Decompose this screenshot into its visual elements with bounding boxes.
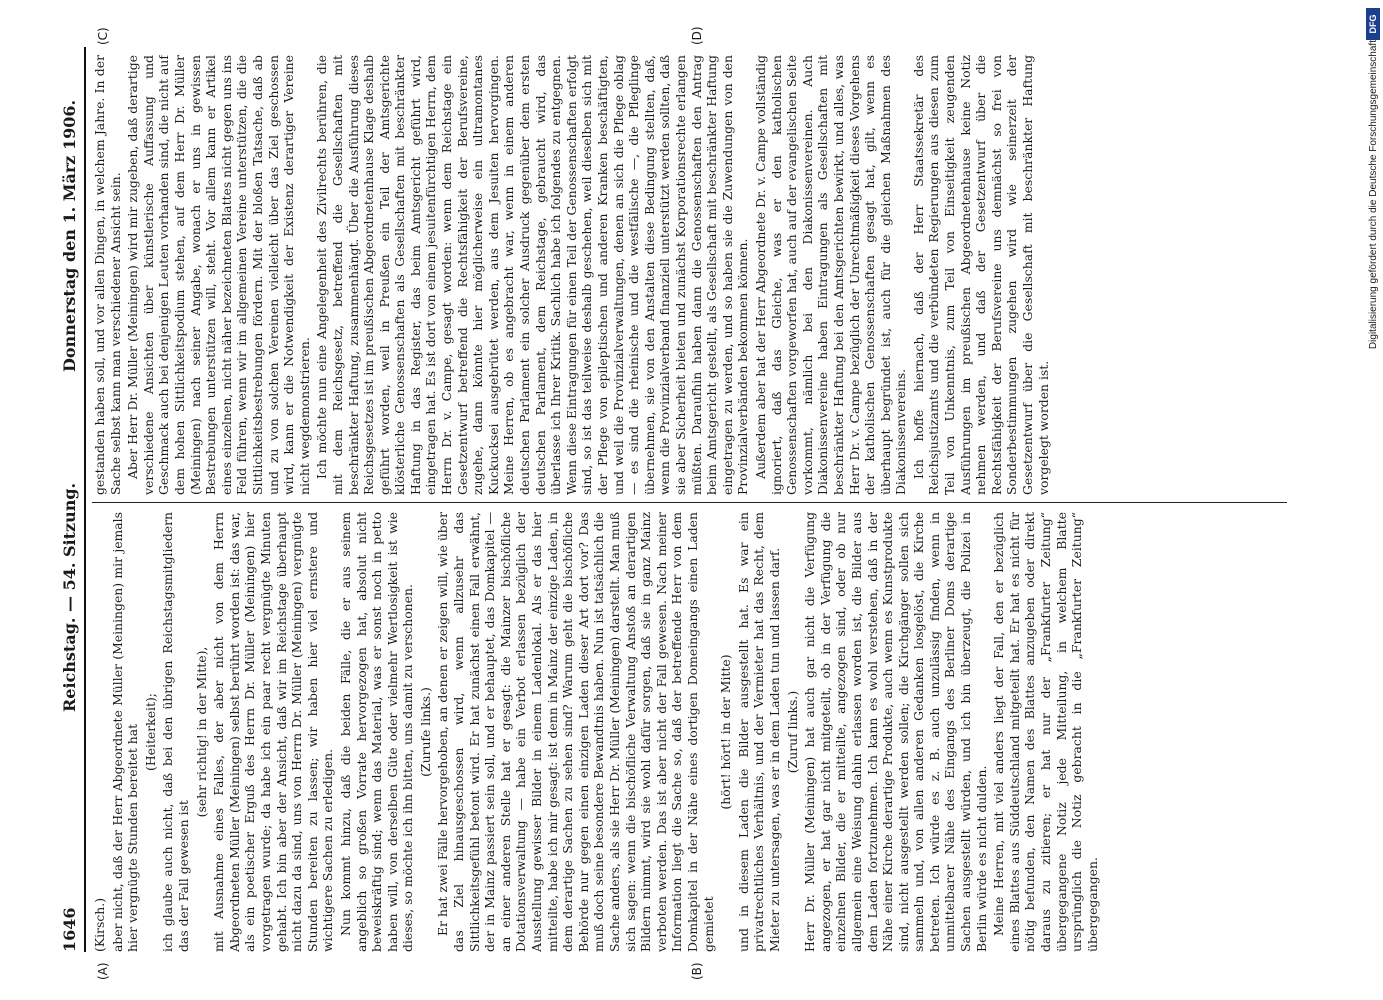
margin-mark-c: (C) [96,27,110,45]
paragraph: Meine Herren, mit viel anders liegt der Fall, den er bezüglich eines Blattes aus Süddeutschland mitgeteilt hat. Er hat es nicht für nötig befunden, den Namen des Blattes anzugeben oder direkt daraus zu zitieren; er hat nur der „Frankfurter Zeitung“ übergegangene Notiz jede Mitteilung, in welchem Blatte ursprünglich die Notiz gebracht in die „Frankfurter Zeitung“ übergegangen. [991,512,1100,952]
paragraph: ich glaube auch nicht, daß bei den übrigen Reichstagsmitgliedern das der Fall gewesen ist [160,512,191,952]
dfg-logo: DFG [1366,8,1380,40]
right-text-column [92,55,1287,495]
paragraph: Er hat zwei Fälle hervorgehoben, an denen er zeigen will, wie über das Ziel hinausgeschossen wird, wenn allzusehr das Sittlichkeitsgefühl betont wird. Er hat zunächst einen Fall erwähnt, der in Mainz passiert sein soll, und er behauptet, das Domkapitel — an einer anderen Stelle hat er gesagt: die Mainzer bischöfliche Dotationsverwaltung — habe ein Verbot erlassen bezüglich der Ausstellung gewisser Bilder in einem Ladenlokal. Als er das hier mitteilte, habe ich mir gesagt: ist denn in Mainz der einzige Laden, in dem derartige Sachen zu sehen sind? Warum geht die bischöfliche Behörde nur gegen einen einzigen Laden dieser Art dort vor? Das muß doch seine besondere Bewandtnis haben. Nun ist tatsächlich die Sache anders, als sie Herr Dr. Müller (Meiningen) darstellt. Man muß sich sagen: wenn die bischöfliche Verwaltung Anstoß an derartigen Bildern nimmt, wird sie wohl dafür sorgen, daß sie in ganz Mainz verboten werden. Das ist aber nicht der Fall gewesen. Nach meiner Information liegt die Sache so, daß der betreffende Herr von dem Domkapitel in der Nähe eines dortigen Domeingangs einen Laden gemietet [435,512,716,952]
page-header [56,47,86,952]
paragraph: Nun kommt hinzu, daß die beiden Fälle, die er aus seinem angeblich so großen Vorrate hervorgezogen hat, absolut nicht beweiskräftig sind; wenn das Material, was er sonst noch in petto haben will, von derselben Güte oder vielmehr Wertlosigkeit ist wie dieses, so möchte ich ihn bitten, uns damit zu verschonen. [337,512,416,952]
paragraph: (Zuruf links.) [784,690,800,774]
header-left-title: Reichstag. — 54. Sitzung. [60,482,79,712]
paragraph: und in diesem Laden die Bilder ausgestellt hat. Es war ein privatrechtliches Verhältnis, und der Vermieter hat das Recht, dem Mieter zu untersagen, was er in dem Laden tun und lassen darf. [735,512,782,952]
column-divider [92,502,1287,503]
paragraph: (Kirsch.) [92,897,107,952]
paragraph: Außerdem aber hat der Herr Abgeordnete Dr. v. Campe vollständig ignoriert, daß das Gleiche, was er den katholischen Genossenschaften vorgeworfen hat, auch auf der evangelischen Seite vorkommt, nämlich bei den Diakonissenvereinen. Auch Diakonissenvereine haben Eintragungen als Gesellschaften mit beschränkter Haftung bei den Amtsgerichten bewirkt, und alles, was Herr Dr. v. Campe bezüglich der Unrechtmäßigkeit dieses Vorgehens der katholischen Genossenschaften gesagt hat, gilt, wenn es überhaupt begründet ist, auch für die gleichen Maßnahmen des Diakonissenvereins. [752,55,909,495]
margin-mark-b: (B) [690,962,704,980]
paragraph: (Zurufe links.) [417,687,433,777]
header-right-title: Donnerstag den 1. März 1906. [60,99,79,372]
paragraph: gestanden haben soll, und vor allen Dingen, in welchem Jahre. In der Sache selbst kann man verschiedener Ansicht sein. [92,55,123,495]
paragraph: Ich hoffe hiernach, daß der Herr Staatssekretär des Reichsjustizamts und die verbündeten Regierungen aus diesen zum Teil von Unkenntnis, zum Teil von Einseitigkeit zeugenden Ausführungen im preußischen Abgeordnetenhause keine Notiz nehmen werden, und daß der Gesetzentwurf über die Rechtsfähigkeit der Berufsvereine uns demnächst so frei von Sonderbestimmungen zugehen wird wie seinerzeit der Gesetzentwurf über die Gesellschaft mit beschränkter Haftung vorgelegt worden ist. [910,55,1051,495]
left-text-column [92,512,1287,952]
paragraph: (sehr richtig! in der Mitte), [193,646,209,818]
digitization-credit: Digitalisierung gefördert durch die Deutsche Forschungsgemeinschaft [1368,40,1379,350]
page-number: 1646 [60,907,79,952]
margin-mark-d: (D) [690,26,704,45]
paragraph: Herr Dr. Müller (Meiningen) hat auch gar nicht die Verfügung angezogen, er hat gar nicht mitgeteilt, ob in der Verfügung die einzelnen Bilder, die er mitteilte, angezogen sind, oder ob nur allgemein eine Weisung dahin erlassen worden ist, die Bilder aus dem Laden fortzunehmen. Ich kann es wohl verstehen, daß in der Nähe einer Kirche derartige Produkte, auch wenn es Kunstprodukte sind, nicht ausgestellt werden sollen; die Kirchgänger sollen sich sammeln und, von allen anderen Gedanken losgelöst, die Kirche betreten. Ich würde es z. B. auch unzulässig finden, wenn in unmittelbarer Nähe des Eingangs des Berliner Doms derartige Sachen ausgestellt würden, und ich bin überzeugt, die Polizei in Berlin würde es nicht dulden. [802,512,989,952]
margin-mark-a: (A) [96,962,110,980]
paragraph: (hört! hört! in der Mitte) [718,654,734,810]
paragraph: mit Ausnahme eines Falles, der aber nicht von dem Herrn Abgeordneten Müller (Meiningen) selbst berührt worden ist: das war, als ein poetischer Erguß des Herrn Dr. Müller (Meiningen) hier vorgetragen wurde; da habe ich ein paar recht vergnügte Minuten gehabt. Ich bin aber der Ansicht, daß wir im Reichstage überhaupt nicht dazu da sind, uns von Herrn Dr. Müller (Meiningen) vergnügte Stunden bereiten zu lassen; wir haben hier viel ernstere und wichtigere Sachen zu erledigen. [211,512,336,952]
paragraph: (Heiterkeit); [142,693,158,771]
paragraph: Aber Herr Dr. Müller (Meiningen) wird mir zugeben, daß derartige verschiedene Ansichten über künstlerische Auffassung und Geschmack auch bei denjenigen Leuten vorhanden sind, die nicht auf dem hohen Sittlichkeitspodium stehen, auf dem Herr Dr. Müller (Meiningen) nach seiner Angabe, wonach er uns in gewissen Bestrebungen unterstützen will, steht. Vor allem kann er Artikel eines einzelnen, nicht näher bezeichneten Blattes nicht gegen uns ins Feld führen, wenn wir im allgemeinen Vereine unterstützen, die die Sittlichkeitsbestrebungen fördern. Mit der bloßen Tatsache, daß ab und zu von solchen Vereinen vielleicht über das Ziel geschossen wird, kann er die Notwendigkeit der Existenz derartiger Vereine nicht wegdemonstrieren. [125,55,312,495]
paragraph: Ich möchte nun eine Angelegenheit des Zivilrechts berühren, die mit dem Reichsgesetz, betreffend die Gesellschaften mit beschränkter Haftung, zusammenhängt. Über die Ausführung dieses Reichsgesetzes ist im preußischen Abgeordnetenhause Klage deshalb geführt worden, weil in Preußen ein Teil der Amtsgerichte klösterliche Genossenschaften als Gesellschaften mit beschränkter Haftung in das Register, das beim Amtsgericht geführt wird, eingetragen hat. Es ist dort von einem jesuitenfürchtigen Herrn, dem Herrn Dr. v. Campe, gesagt worden: wenn dem Reichstage ein Gesetzentwurf betreffend die Rechtsfähigkeit der Berufsvereine, zugehe, dann könnte hier möglicherweise ein ultramontanes Kuckucksei ausgebrütet werden, aus dem Jesuiten hervorgingen. Meine Herren, ob es angebracht war, wenn in einem anderen deutschen Parlament ein solcher Ausdruck gegenüber dem ersten deutschen Parlament, dem Reichstage, gebraucht wird, das überlasse ich Ihrer Kritik. Sachlich habe ich folgendes zu entgegnen. Wenn diese Eintragungen für einen Teil der Genossenschaften erfolgt sind, so ist das teilweise deshalb geschehen, weil dieselben sich mit der Pflege von epileptischen und anderen Kranken beschäftigten, und weil die Provinzialverwaltungen, denen an sich die Pflege oblag — es sind die rheinische und die westfälische —, die Pfleglinge übernehmen, sie von den Anstalten diese Bedingung stellten, daß, wenn die Provinzialverband finanziell unterstützt werden sollten, daß sie aber Sicherheit bieten und zunächst Korporationsrechte erlangen müßten. Daraufhin haben dann die Genossenschaften den Antrag beim Amtsgericht gestellt, als Gesellschaft mit beschränkter Haftung eingetragen zu werden, und so haben sie die Zuwendungen von den Provinzialverbänden bekommen können. [314,55,751,495]
paragraph: aber nicht, daß der Herr Abgeordnete Müller (Meiningen) mir jemals hier vergnügte Stunden bereitet hat [109,512,141,952]
